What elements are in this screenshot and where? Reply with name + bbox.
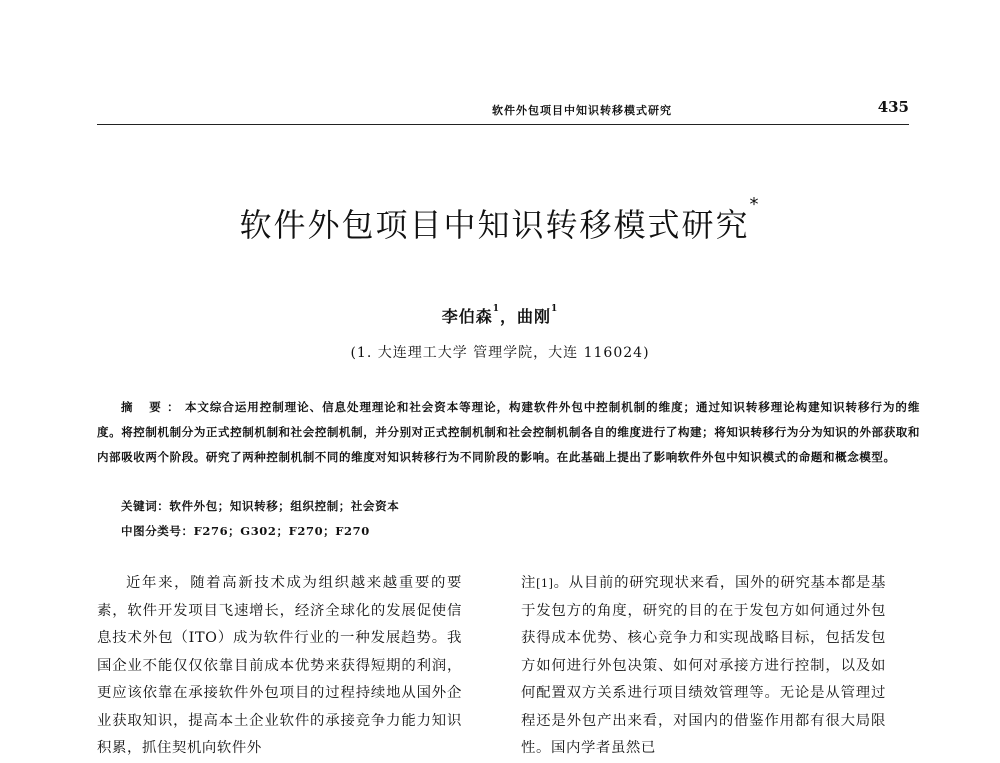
author-affiliation-mark: 1 [551,304,559,314]
author-name: 曲刚 [517,307,552,326]
paper-title-text: 软件外包项目中知识转移模式研究 [239,206,750,244]
body-text: 注 [521,575,537,591]
title-footnote-mark: * [749,194,761,215]
body-text: 。从目前的研究现状来看，国外的研究基本都是基于发包方的角度，研究的目的在于发包方如何通过外包获得成本优势、核心竞争力和实现战略目标，包括发包方如何进行外包决策、如何对承接方进行控制，以及如何配置双方关系进行项目绩效管理等。无论是从管理过程还是外包产出来看，对国内的借鉴作用都有很大局限性。国内学者虽然已 [521,575,887,756]
abstract-label: 摘 要： [121,400,185,414]
author-affiliation-mark: 1 [492,304,500,314]
keywords [121,498,399,514]
author-name: 李伯森 [441,307,493,326]
abstract-text: 本文综合运用控制理论、信息处理理论和社会资本等理论，构建软件外包中控制机制的维度；通过知识转移理论构建知识转移行为的维度。将控制机制分为正式控制机制和社会控制机制，并分别对正式控制机制和社会控制机制各自的维度进行了构建；将知识转移行为分为知识的外部获取和内部吸收两个阶段。研究了两种控制机制不同的维度对知识转移行为不同阶段的影响。在此基础上提出了影响软件外包中知识模式的命题和概念模型。 [97,400,920,464]
author-line [0,304,1000,327]
paper-title [0,194,1000,246]
citation-ref: [1] [536,577,554,590]
author-separator: ， [499,307,517,326]
classification-number [121,523,370,539]
keywords-label: 关键词： [121,499,170,513]
keywords-text: 软件外包；知识转移；组织控制；社会资本 [169,499,400,513]
body-left-column: 近年来，随着高新技术成为组织越来越重要的要素，软件开发项目飞速增长，经济全球化的发展促使信息技术外包（ITO）成为软件行业的一种发展趋势。我国企业不能仅仅依靠目前成本优势来获得短期的利润，更应该依靠在承接软件外包项目的过程持续地从国外企业获取知识，提高本土企业软件的承接竞争力能力知识积累，抓住契机向软件外 [97,575,462,756]
body-right-column [521,570,886,763]
classification-label: 中图分类号： [121,524,194,538]
affiliation: (1. 大连理工大学 管理学院，大连 116024) [350,345,650,361]
running-header [97,96,909,125]
page-number: 435 [877,98,909,116]
running-title: 软件外包项目中知识转移模式研究 [492,104,672,117]
classification-text: F276；G302；F270；F270 [193,524,370,538]
abstract [97,395,920,470]
